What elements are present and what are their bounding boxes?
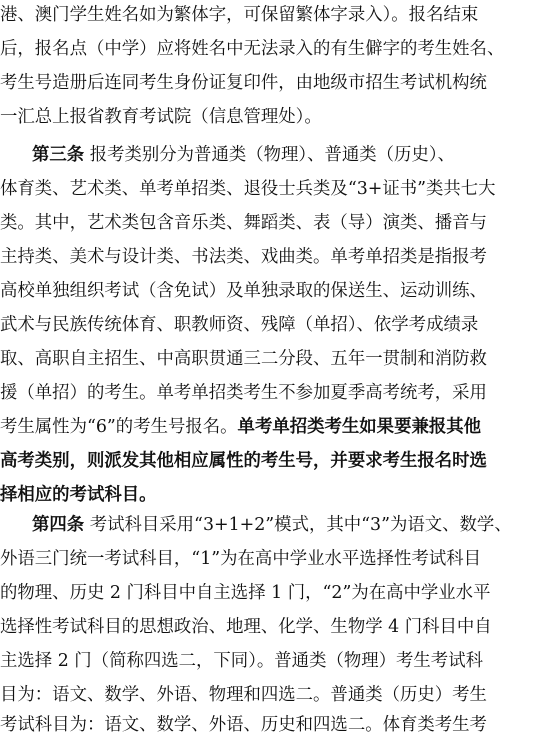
text-line [0, 576, 547, 610]
text-line [0, 100, 547, 134]
text-segment: 主选择 2 门（简称四选二，下同）。普通类（物理）考生考试科 [0, 651, 483, 671]
bold-text: 择相应的考试科目。 [0, 485, 157, 505]
text-line [0, 0, 547, 32]
text-segment: 目为：语文、数学、外语、物理和四选二。普通类（历史）考生 [0, 685, 487, 705]
text-segment: 后，报名点（中学）应将姓名中无法录入的有生僻字的考生姓名、 [0, 39, 505, 59]
text-segment: 主持类、美术与设计类、书法类、戏曲类。单考单招类是指报考 [0, 247, 487, 267]
text-line [0, 678, 547, 712]
text-line [32, 138, 547, 172]
text-segment: 一汇总上报省教育考试院（信息管理处）。 [0, 107, 322, 127]
text-line [0, 206, 547, 240]
text-line [0, 478, 547, 512]
text-line [0, 644, 547, 678]
text-line [0, 240, 547, 274]
text-line [0, 376, 547, 410]
bold-text: 第三条 [32, 145, 85, 165]
text-segment: 类。其中，艺术类包含音乐类、舞蹈类、表（导）演类、播音与 [0, 213, 487, 233]
text-line [0, 610, 547, 644]
text-segment: 外语三门统一考试科目，“1”为在高中学业水平选择性考试科目 [0, 549, 482, 569]
text-line [0, 308, 547, 342]
bold-text: 第四条 [32, 515, 85, 535]
text-segment: 武术与民族传统体育、职教师资、残障（单招）、依学考成绩录 [0, 315, 479, 335]
text-segment: 的物理、历史 2 门科目中自主选择 1 门，“2”为在高中学业水平 [0, 583, 491, 603]
text-segment: 港、澳门学生姓名如为繁体字，可保留繁体字录入）。报名结束 [0, 5, 479, 25]
text-line [0, 444, 547, 478]
bold-text: 单考单招类考生如果要兼报其他 [237, 417, 482, 437]
text-segment: 考生属性为“6”的考生号报名。 [0, 417, 238, 437]
text-segment: 报考类别分为普通类（物理）、普通类（历史）、 [84, 145, 455, 165]
text-segment: 考试科目为：语文、数学、外语、历史和四选二。体育类考生考 [0, 715, 487, 735]
text-segment: 选择性考试科目的思想政治、地理、化学、生物学 4 门科目中自 [0, 617, 492, 637]
text-segment: 高校单独组织考试（含免试）及单独录取的保送生、运动训练、 [0, 281, 487, 301]
text-line [32, 508, 547, 542]
text-line [0, 66, 547, 100]
text-segment: 援（单招）的考生。单考单招类考生不参加夏季高考统考，采用 [0, 383, 487, 403]
bold-text: 高考类别，则派发其他相应属性的考生号，并要求考生报名时选 [0, 451, 487, 471]
text-segment: 取、高职自主招生、中高职贯通三二分段、五年一贯制和消防救 [0, 349, 487, 369]
text-segment: 考试科目采用“3+1+2”模式，其中“3”为语文、数学、 [84, 515, 512, 535]
text-line [0, 32, 547, 66]
text-line [0, 342, 547, 376]
text-line [0, 410, 547, 444]
text-line [0, 542, 547, 576]
text-line [0, 708, 547, 742]
text-segment: 考生号造册后连同考生身份证复印件，由地级市招生考试机构统 [0, 73, 487, 93]
text-line [0, 172, 547, 206]
text-line [0, 274, 547, 308]
text-segment: 体育类、艺术类、单考单招类、退役士兵类及“3+证书”类共七大 [0, 179, 496, 199]
